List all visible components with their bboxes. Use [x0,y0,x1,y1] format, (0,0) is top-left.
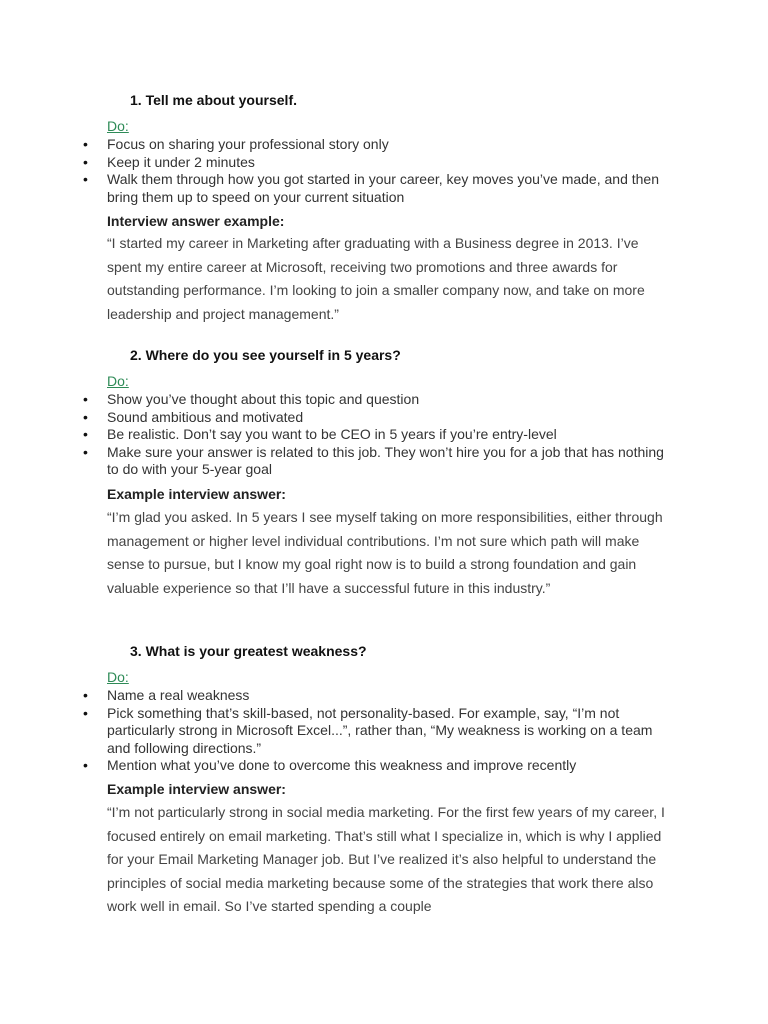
list-item: • Walk them through how you got started in your career, key moves you’ve made, and then bring them up to speed on your current situation [83,171,659,205]
do-label: Do: [107,669,129,685]
do-label: Do: [107,373,129,389]
do-label: Do: [107,118,129,134]
example-answer: “I’m not particularly strong in social media marketing. For the first few years of my career, I focused entirely on email marketing. That’s still what I specialize in, which is why I applied for your Email Marketing Manager job. But I’ve realized it’s also helpful to understand the principles of social media marketing because some of the strategies that work there also work well in email. So I’ve started spending a couple [107,804,665,914]
bullet-icon: • [83,443,88,460]
bullet-icon: • [83,687,88,703]
bullet-icon: • [83,391,88,407]
question-heading: 1. Tell me about yourself. [130,92,298,108]
bullet-icon: • [83,136,88,152]
list-item: • Make sure your answer is related to this job. They won’t hire you for a job that has nothing to do with your 5-year goal [83,443,664,477]
bullet-icon: • [83,757,88,773]
question-heading: 2. Where do you see yourself in 5 years? [130,347,401,363]
question-heading: 3. What is your greatest weakness? [130,643,367,659]
bullet-icon: • [83,426,88,442]
example-answer: “I started my career in Marketing after graduating with a Business degree in 2013. I’ve spent my entire career at Microsoft, receiving two promotions and three awards for outstanding performance. I’m looking to join a smaller company now, and take on more leadership and project management.” [107,235,645,322]
do-list [0,136,768,206]
example-heading: Example interview answer: [107,781,286,797]
list-item: • Focus on sharing your professional story only [83,136,389,152]
example-answer: “I’m glad you asked. In 5 years I see myself taking on more responsibilities, either through management or higher level individual contributions. I’m not sure which path will make sense to pursue, but I know my goal right now is to build a strong foundation and gain valuable experience so that I’ll have a successful future in this industry.” [107,509,663,596]
do-list [0,687,768,775]
list-item: • Keep it under 2 minutes [83,153,255,170]
bullet-icon: • [83,171,88,187]
list-item: • Pick something that’s skill-based, not personality-based. For example, say, “I’m not particularly strong in Microsoft Excel...”, rather than, “My weakness is working on a team and following directions.” [83,704,653,756]
bullet-icon: • [83,704,88,721]
list-item: • Show you’ve thought about this topic and question [83,391,420,407]
list-item: • Sound ambitious and motivated [83,408,304,425]
list-item: • Name a real weakness [83,687,250,703]
bullet-icon: • [83,408,88,425]
list-item: • Be realistic. Don’t say you want to be CEO in 5 years if you’re entry-level [83,426,557,442]
do-list [0,391,768,479]
bullet-icon: • [83,153,88,170]
example-heading: Example interview answer: [107,486,286,502]
example-heading: Interview answer example: [107,213,285,229]
list-item: • Mention what you’ve done to overcome this weakness and improve recently [83,757,577,773]
